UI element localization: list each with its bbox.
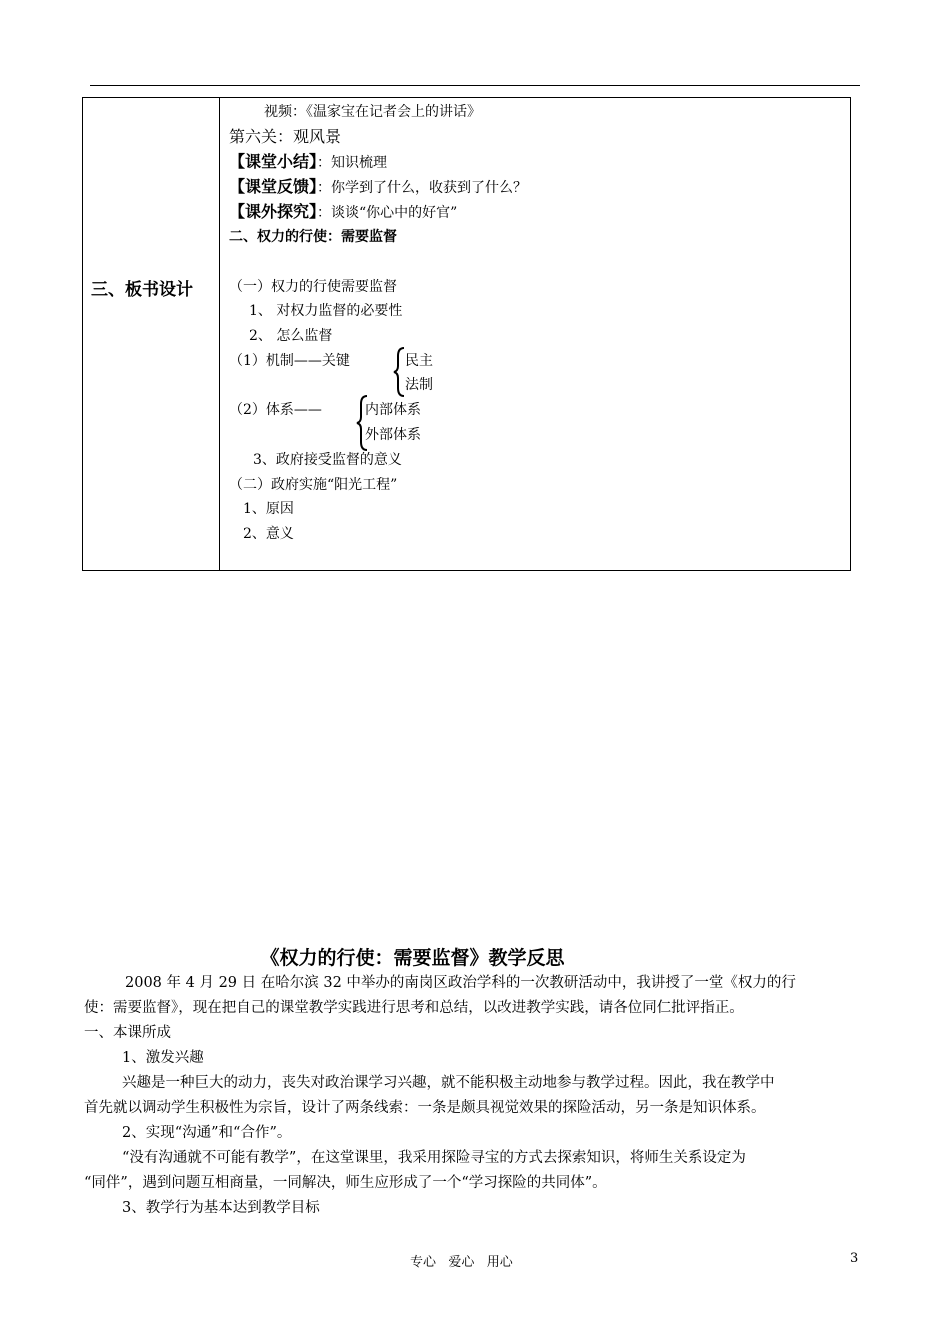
- reflection-paragraph: “没有沟通就不可能有教学”，在这堂课里，我采用探险寻宝的方式去探索知识，将师生关系设定为: [122, 1150, 746, 1166]
- summary-text: ：知识梳理: [317, 155, 388, 171]
- reflection-subheading: 2、实现“沟通”和“合作”。: [122, 1125, 292, 1141]
- feedback-text: ：你学到了什么，收获到了什么？: [317, 180, 528, 196]
- board-design-label: 三、板书设计: [91, 280, 193, 300]
- outline-a1: 1、 对权力监督的必要性: [249, 303, 403, 319]
- reflection-paragraph: 首先就以调动学生积极性为宗旨，设计了两条线索：一条是颇具视觉效果的探险活动，另一条是知识体系。: [84, 1100, 766, 1116]
- page-number: 3: [850, 1251, 859, 1266]
- reflection-paragraph: “同伴”，遇到问题互相商量，一同解决，师生应形成了一个“学习探险的共同体”。: [84, 1175, 607, 1191]
- explore-tag: 【课外探究】: [229, 202, 318, 221]
- feedback-line: [229, 177, 527, 198]
- video-line: 视频：《温家宝在记者会上的讲话》: [264, 104, 481, 120]
- feedback-tag: 【课堂反馈】: [229, 177, 318, 196]
- system-item-internal: 内部体系: [365, 402, 421, 418]
- reflection-heading: 一、本课所成: [84, 1025, 171, 1041]
- outline-b: （二）政府实施“阳光工程”: [229, 477, 398, 493]
- summary-tag: 【课堂小结】: [229, 152, 318, 171]
- mechanism-item-law: 法制: [405, 377, 433, 393]
- reflection-subheading: 1、激发兴趣: [122, 1050, 204, 1066]
- table-left-cell: [83, 98, 219, 570]
- outline-b2: 2、意义: [243, 526, 294, 542]
- explore-line: [229, 202, 457, 223]
- table-column-divider: [219, 98, 220, 570]
- outline-a: （一）权力的行使需要监督: [229, 279, 397, 295]
- section-heading: 二、权力的行使：需要监督: [229, 229, 397, 245]
- reflection-paragraph: 2008 年 4 月 29 日 在哈尔滨 32 中举办的南岗区政治学科的一次教研活动中，我讲授了一堂《权力的行: [125, 975, 796, 991]
- outline-a2-2: （2）体系——: [229, 402, 322, 418]
- footer-motto: 专心 爱心 用心: [410, 1255, 513, 1270]
- outline-a2-1: （1）机制——关键: [229, 353, 350, 369]
- system-item-external: 外部体系: [365, 427, 421, 443]
- mechanism-item-democracy: 民主: [405, 353, 433, 369]
- outline-a2: 2、 怎么监督: [249, 328, 333, 344]
- reflection-paragraph: 兴趣是一种巨大的动力，丧失对政治课学习兴趣，就不能积极主动地参与教学过程。因此，我在教学中: [122, 1075, 775, 1091]
- reflection-paragraph: 使：需要监督》，现在把自己的课堂教学实践进行思考和总结，以改进教学实践，请各位同仁批评指正。: [84, 1000, 744, 1016]
- summary-line: [229, 152, 387, 173]
- header-rule: [90, 85, 860, 86]
- board-design-table: [82, 97, 851, 571]
- outline-a3: 3、政府接受监督的意义: [253, 452, 402, 468]
- outline-b1: 1、原因: [243, 501, 294, 517]
- reflection-subheading: 3、教学行为基本达到教学目标: [122, 1200, 320, 1216]
- explore-text: ：谈谈“你心中的好官”: [317, 205, 458, 221]
- reflection-title: 《权力的行使：需要监督》教学反思: [260, 947, 565, 969]
- level-six-line: 第六关：观风景: [229, 127, 342, 146]
